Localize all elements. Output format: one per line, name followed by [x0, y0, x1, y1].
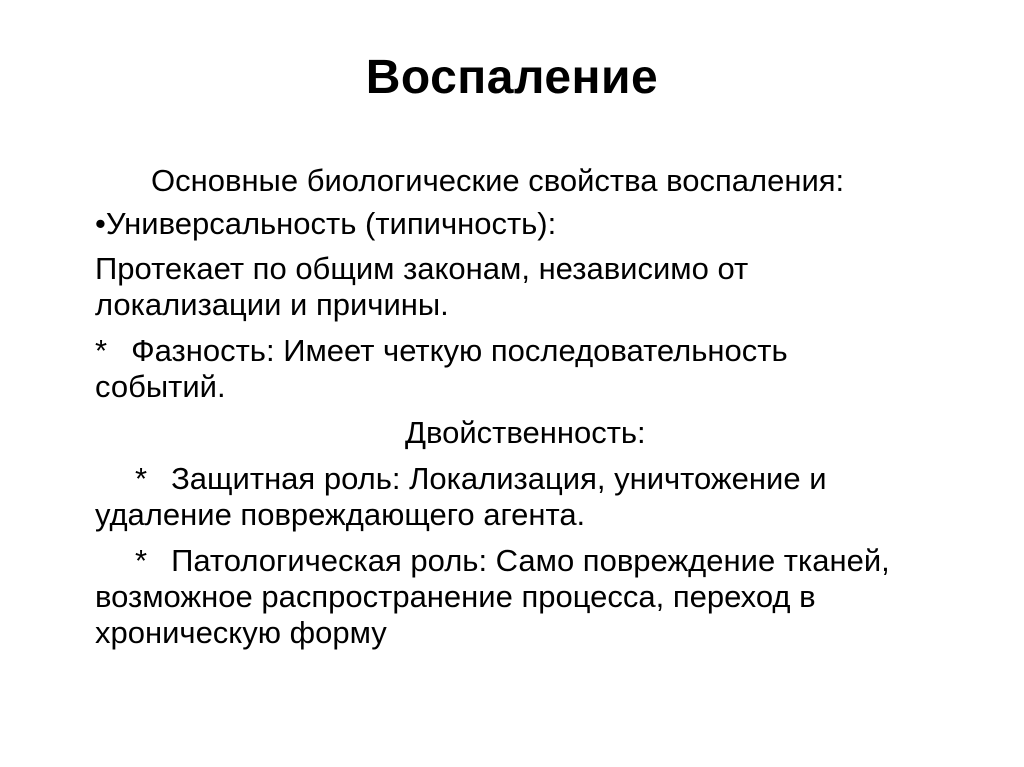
- pathological-role-text-line: возможное распространение процесса, переход в: [95, 579, 816, 614]
- universality-text-line: Протекает по общим законам, независимо от: [95, 251, 749, 286]
- protective-role-line: [95, 461, 827, 497]
- bullet-marker: •: [95, 206, 106, 241]
- asterisk-marker: *: [135, 543, 148, 578]
- universality-heading: [95, 206, 556, 242]
- pathological-role-line: [95, 543, 890, 579]
- subtitle: Основные биологические свойства воспаления:: [151, 163, 845, 198]
- pathological-role-text-line: хроническую форму: [95, 615, 387, 650]
- phasing-label: Фазность:: [131, 333, 275, 368]
- protective-role-text-line: удаление повреждающего агента.: [95, 497, 586, 532]
- phasing-text: Имеет четкую последовательность: [283, 333, 788, 368]
- phasing-line: [95, 333, 788, 369]
- protective-role-text: Защитная роль: Локализация, уничтожение и: [171, 461, 827, 496]
- phasing-text-line: событий.: [95, 369, 226, 404]
- duality-heading: Двойственность:: [405, 415, 646, 450]
- universality-heading-text: Универсальность (типичность):: [105, 206, 557, 241]
- slide-title: Воспаление: [365, 51, 659, 104]
- universality-text-line: локализации и причины.: [95, 287, 449, 322]
- asterisk-marker: *: [135, 461, 148, 496]
- asterisk-marker: *: [95, 333, 108, 368]
- pathological-role-text: Патологическая роль: Само повреждение тканей,: [171, 543, 890, 578]
